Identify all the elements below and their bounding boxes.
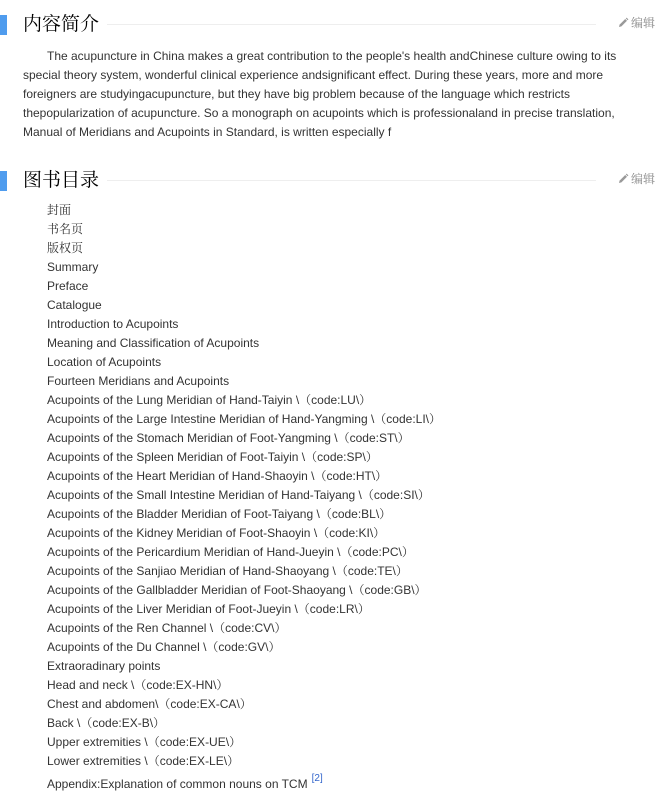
toc-list-item <box>47 524 441 543</box>
toc-list-item <box>47 201 441 220</box>
toc-list-item <box>47 239 441 258</box>
toc-list-item <box>47 771 441 790</box>
toc-item-text: Acupoints of the Heart Meridian of Hand-Shaoyin \（code:HT\） <box>47 469 388 483</box>
toc-list-item <box>47 296 441 315</box>
toc-list-item <box>47 372 441 391</box>
intro-edit-label: 编辑 <box>630 16 655 30</box>
intro-edit-button[interactable] <box>617 15 655 31</box>
toc-list-item <box>47 619 441 638</box>
toc-item-text: Acupoints of the Ren Channel \（code:CV\） <box>47 621 287 635</box>
toc-accent-bar <box>0 171 7 191</box>
toc-item-text: Back \（code:EX-B\） <box>47 716 166 730</box>
toc-list-item <box>47 448 441 467</box>
toc-item-text: Location of Acupoints <box>47 355 162 369</box>
table-of-contents <box>47 201 441 790</box>
toc-item-text: Catalogue <box>47 298 102 312</box>
toc-item-text: Lower extremities \（code:EX-LE\） <box>47 754 240 768</box>
toc-list-item <box>47 505 441 524</box>
toc-item-text: Head and neck \（code:EX-HN\） <box>47 678 229 692</box>
toc-list-item <box>47 467 441 486</box>
toc-item-text: Acupoints of the Bladder Meridian of Foot-Taiyang \（code:BL\） <box>47 507 392 521</box>
toc-list-item <box>47 676 441 695</box>
toc-item-text: 书名页 <box>47 222 84 236</box>
toc-item-text: Appendix:Explanation of common nouns on TCM <box>47 777 308 791</box>
toc-section-header <box>0 166 671 196</box>
toc-item-text: Preface <box>47 279 89 293</box>
toc-list-item <box>47 581 441 600</box>
toc-item-text: Introduction to Acupoints <box>47 317 179 331</box>
toc-item-text: Acupoints of the Pericardium Meridian of Hand-Jueyin \（code:PC\） <box>47 545 414 559</box>
intro-header-rule <box>100 24 596 25</box>
toc-edit-label: 编辑 <box>630 172 655 186</box>
toc-item-text: Acupoints of the Lung Meridian of Hand-Taiyin \（code:LU\） <box>47 393 372 407</box>
toc-list-item <box>47 391 441 410</box>
toc-list-item <box>47 562 441 581</box>
toc-item-text: Acupoints of the Kidney Meridian of Foot-Shaoyin \（code:KI\） <box>47 526 386 540</box>
toc-section-title: 图书目录 <box>23 167 107 193</box>
toc-item-text: Acupoints of the Sanjiao Meridian of Hand-Shaoyang \（code:TE\） <box>47 564 408 578</box>
toc-item-text: 版权页 <box>47 241 84 255</box>
toc-item-text: Fourteen Meridians and Acupoints <box>47 374 230 388</box>
toc-list-item <box>47 220 441 239</box>
pencil-icon <box>617 17 629 29</box>
toc-header-rule <box>100 180 596 181</box>
toc-item-text: Upper extremities \（code:EX-UE\） <box>47 735 242 749</box>
toc-item-text: Acupoints of the Stomach Meridian of Foot-Yangming \（code:ST\） <box>47 431 410 445</box>
toc-list-item <box>47 410 441 429</box>
intro-accent-bar <box>0 15 7 35</box>
toc-item-text: Acupoints of the Gallbladder Meridian of Foot-Shaoyang \（code:GB\） <box>47 583 427 597</box>
toc-item-text: Extraoradinary points <box>47 659 161 673</box>
toc-list-item <box>47 429 441 448</box>
toc-list-item <box>47 353 441 372</box>
toc-list-item <box>47 543 441 562</box>
toc-item-text: Meaning and Classification of Acupoints <box>47 336 260 350</box>
toc-list-item <box>47 600 441 619</box>
toc-item-text: Summary <box>47 260 99 274</box>
toc-list-item <box>47 657 441 676</box>
toc-list-item <box>47 638 441 657</box>
toc-item-text: Chest and abdomen\（code:EX-CA\） <box>47 697 252 711</box>
toc-list-item <box>47 752 441 771</box>
intro-section-header <box>0 10 671 40</box>
toc-list-item <box>47 486 441 505</box>
toc-item-text: 封面 <box>47 203 72 217</box>
toc-list-item <box>47 315 441 334</box>
toc-item-text: Acupoints of the Small Intestine Meridian of Hand-Taiyang \（code:SI\） <box>47 488 430 502</box>
toc-list-item <box>47 277 441 296</box>
reference-link[interactable]: [2] <box>311 773 323 784</box>
toc-list-item <box>47 714 441 733</box>
toc-item-text: Acupoints of the Du Channel \（code:GV\） <box>47 640 281 654</box>
pencil-icon <box>617 173 629 185</box>
toc-list-item <box>47 695 441 714</box>
toc-list-item <box>47 258 441 277</box>
intro-text: The acupuncture in China makes a great contribution to the people's health andChinese culture owing to its special theory system, wonderful clinical experience andsignificant effect. During these years, more and more foreigners are studyingacupuncture, but they have big problem because of the language which restricts thepopularization of acupuncture. So a monograph on acupoints which is professionaland in precise translation, Manual of Meridians and Acupoints in Standard, is written especially f <box>23 49 617 139</box>
toc-edit-button[interactable] <box>617 171 655 187</box>
toc-list-item <box>47 334 441 353</box>
toc-item-text: Acupoints of the Large Intestine Meridian of Hand-Yangming \（code:LI\） <box>47 412 442 426</box>
toc-item-text: Acupoints of the Spleen Meridian of Foot-Taiyin \（code:SP\） <box>47 450 378 464</box>
intro-section-title: 内容简介 <box>23 11 107 37</box>
toc-list-item <box>47 733 441 752</box>
toc-item-text: Acupoints of the Liver Meridian of Foot-Jueyin \（code:LR\） <box>47 602 370 616</box>
